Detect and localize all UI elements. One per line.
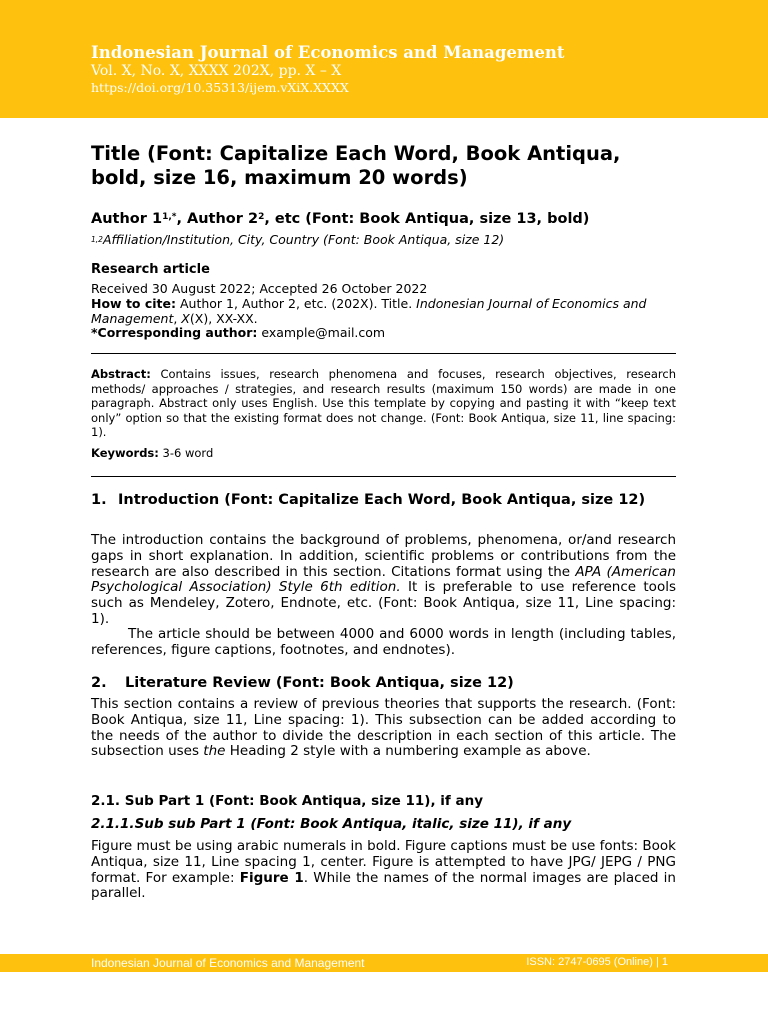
subsection-2-1-heading: 2.1. Sub Part 1 (Font: Book Antiqua, size 11), if any [91,793,484,809]
figure-text-b: . While the names of the normal images are placed in parallel. [91,869,676,902]
affiliation-text: Affiliation/Institution, City, Country (Font: Book Antiqua, size 12) [102,232,505,247]
cite-volume: X [181,310,190,326]
cite-label: How to cite: [91,295,177,311]
section-1-paragraph-1 [91,533,676,628]
figure-text-a: Figure must be using arabic numerals in bold. Figure captions must be use fonts: Book Antiqua, size 11, Line spacing 1, center. Figure is attempted to have JPG/ JEPG / PNG format. For example: [91,838,676,886]
section-1-number: 1. [91,492,107,508]
affiliation-sup: 1,2 [91,235,103,244]
cite-text-3: (X), XX-XX. [189,310,258,326]
section-2-number: 2. [91,675,107,691]
corresponding-author [91,326,676,341]
journal-header [0,0,768,118]
author-2-sup: 2 [258,212,265,222]
cite-journal: Indonesian Journal of Economics and Management [91,295,647,326]
article-title: Title (Font: Capitalize Each Word, Book Antiqua, bold, size 16, maximum 20 words) [91,142,621,189]
section-2-paragraph [91,697,676,760]
section-1-paragraph-2: The article should be between 4000 and 6000 words in length (including tables, references, figure captions, footnotes, and endnotes). [91,626,676,658]
author-line [91,210,676,228]
journal-volume: Vol. X, No. X, XXXX 202X, pp. X – X [91,63,342,79]
keywords-text: 3-6 word [158,446,214,460]
keywords [91,446,676,460]
lit-text-a: This section contains a review of previous theories that supports the research. (Font: Book Antiqua, size 11, Line spacing: 1). This subsection can be added according to the needs of the author to divide the description in each section of this article. The subsection uses [91,696,676,760]
figure-paragraph [91,839,676,902]
section-1-title: Introduction (Font: Capitalize Each Word, Book Antiqua, size 12) [118,492,646,508]
cite-text-2: , [173,310,182,326]
lit-italic: the [203,743,226,760]
subsection-2-1-1-heading: 2.1.1.Sub sub Part 1 (Font: Book Antiqua, italic, size 11), if any [91,816,572,832]
journal-name: Indonesian Journal of Economics and Management [91,43,565,62]
footer-journal: Indonesian Journal of Economics and Management [91,956,365,970]
page-footer [0,954,768,972]
section-1-heading [91,492,676,509]
intro-apa-italic: APA (American Psychological Association) Style 6th edition. [91,563,676,596]
top-divider [91,353,676,354]
figure-bold: Figure 1 [239,869,304,886]
section-2-heading [91,675,676,691]
intro-text-a: The introduction contains the background of problems, phenomena, or/and research gaps in short explanation. In addition, scientific problems or contributions from the research are also described in this section. Citations format using the [91,532,676,580]
footer-issn-page: ISSN: 2747-0695 (Online) | 1 [526,956,668,968]
lit-text-b: Heading 2 style with a numbering example as above. [225,743,591,760]
abstract-text: Contains issues, research phenomena and focuses, research objectives, research methods/ approaches / strategies, and research results (maximum 150 words) are made in one paragraph. Abstract only uses English. Use this template by copying and pasting it with “keep text only” option so that the existing format does not change. (Font: Book Antiqua, size 11, line spacing: 1). [91,367,676,440]
corresponding-label: *Corresponding author: [91,325,258,341]
affiliation-line [91,232,676,248]
author-rest: , etc (Font: Book Antiqua, size 13, bold) [264,211,590,227]
cite-text-1: Author 1, Author 2, etc. (202X). Title. [176,295,417,311]
section-2-title: Literature Review (Font: Book Antiqua, size 12) [125,675,514,691]
how-to-cite [91,297,676,327]
author-2: , Author 2 [176,211,259,227]
keywords-label: Keywords: [91,446,159,460]
article-meta [91,282,676,341]
intro-text-b: It is preferable to use reference tools such as Mendeley, Zotero, Endnote, etc. (Font: Book Antiqua, size 11, Line spacing: 1). [91,579,676,627]
author-1: Author 1 [91,211,163,227]
journal-doi-link[interactable]: https://doi.org/10.35313/ijem.vXiX.XXXX [91,80,349,95]
bottom-divider [91,476,676,477]
author-1-sup: 1,* [162,212,177,222]
corresponding-email[interactable]: example@mail.com [257,325,386,341]
abstract [91,367,676,440]
article-dates: Received 30 August 2022; Accepted 26 October 2022 [91,281,428,296]
article-type: Research article [91,262,210,277]
abstract-label: Abstract: [91,367,151,381]
